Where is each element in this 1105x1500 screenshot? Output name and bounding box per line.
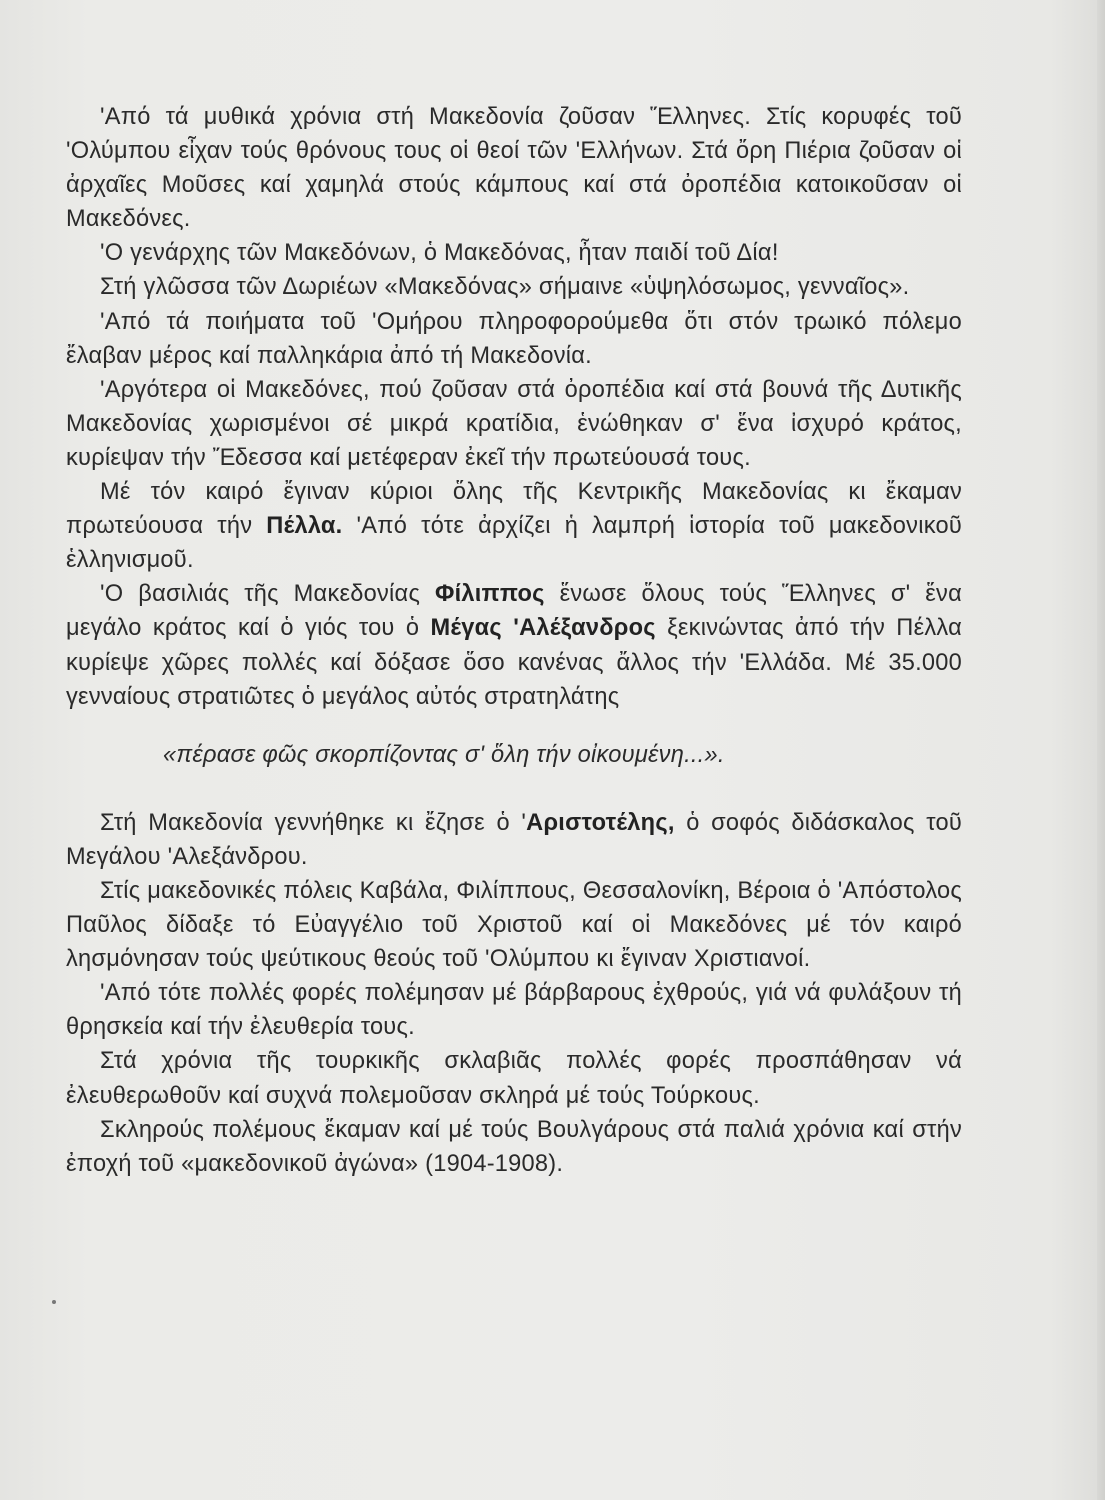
bold-term-aristotle: Αριστοτέλης, <box>526 809 675 836</box>
paragraph-text: 'Ο γενάρχης τῶν Μακεδόνων, ὁ Μακεδόνας, ἦταν παιδί τοῦ Δία! <box>100 240 779 267</box>
paragraph-text: 'Από τά μυθικά χρόνια στή Μακεδονία ζοῦσαν Ἕλληνες. Στίς κορυφές τοῦ 'Ολύμπου εἶχαν τούς θρόνους τους οἱ θεοί τῶν 'Ελλήνων. Στά ὄρη Πιέρια ζοῦσαν οἱ ἀρχαῖες Μοῦσες καί χαμηλά στούς κάμπους καί στά ὀροπέδια κατοικοῦσαν οἱ Μακεδόνες. <box>66 104 962 233</box>
body-text <box>66 100 962 1181</box>
paragraph-text: Μέ τόν καιρό ἔγιναν κύριοι ὅλης τῆς Κεντρικῆς Μακεδονίας κι ἔκαμαν πρωτεύουσα τήν <box>66 479 962 540</box>
page-edge-shadow <box>1097 0 1105 1500</box>
paragraph-text: 'Ο βασιλιάς τῆς Μακεδονίας <box>100 581 435 608</box>
paragraph-pella <box>66 475 962 577</box>
paragraph-text: 'Από τότε πολλές φορές πολέμησαν μέ βάρβαρους ἐχθρούς, γιά νά φυλάξουν τή θρησκεία καί τήν ἐλευθερία τους. <box>66 980 962 1041</box>
paragraph-genarch <box>66 236 962 270</box>
paragraph-text: ἕνωσε ὅλους τούς Ἕλληνες σ' ἕνα μεγάλο κράτος καί ὁ γιός του ὁ <box>66 581 962 642</box>
stray-dot-mark <box>52 1300 56 1304</box>
paragraph-mythical-years <box>66 100 962 236</box>
paragraph-homer <box>66 305 962 373</box>
paragraph-bulgarians <box>66 1113 962 1181</box>
bold-term-philip: Φίλιππος <box>434 581 545 608</box>
paragraph-text: Στή γλῶσσα τῶν Δωριέων «Μακεδόνας» σήμαινε «ὑψηλόσωμος, γενναῖος». <box>100 274 910 301</box>
bold-term-pella: Πέλλα. <box>266 513 343 540</box>
paragraph-dorian-language <box>66 270 962 304</box>
paragraph-turkish-rule <box>66 1044 962 1112</box>
paragraph-text: ξεκινώντας ἀπό τήν Πέλλα κυρίεψε χῶρες πολλές καί δόξασε ὅσο κανένας ἄλλος τήν 'Ελλάδα. Μέ 35.000 γενναίους στρατιῶτες ὁ μεγάλος αὐτός στρατηλάτης <box>66 615 962 710</box>
paragraph-text: ὁ σοφός διδάσκαλος τοῦ Μεγάλου 'Αλεξάνδρου. <box>66 809 962 870</box>
paragraph-edessa <box>66 373 962 475</box>
bold-term-alexander: Μέγας 'Αλέξανδρος <box>430 615 656 642</box>
paragraph-paul <box>66 874 962 976</box>
paragraph-text: Σκληρούς πολέμους ἔκαμαν καί μέ τούς Βουλγάρους στά παλιά χρόνια καί στήν ἐποχή τοῦ «μακεδονικοῦ ἀγώνα» (1904-1908). <box>66 1116 962 1177</box>
paragraph-text: 'Από τά ποιήματα τοῦ 'Ομήρου πληροφορούμεθα ὅτι στόν τρωικό πόλεμο ἔλαβαν μέρος καί παλληκάρια ἀπό τή Μακεδονία. <box>66 308 962 369</box>
paragraph-text: 'Από τότε ἀρχίζει ἡ λαμπρή ἱστορία τοῦ μακεδονικοῦ ἑλληνισμοῦ. <box>66 513 962 574</box>
paragraph-aristotle <box>66 806 962 874</box>
paragraph-text: Στά χρόνια τῆς τουρκικῆς σκλαβιᾶς πολλές φορές προσπάθησαν νά ἐλευθερωθοῦν καί συχνά πολεμοῦσαν σκληρά μέ τούς Τούρκους. <box>66 1048 962 1109</box>
paragraph-philip-alexander <box>66 577 962 713</box>
quote-line: «πέρασε φῶς σκορπίζοντας σ' ὅλη τήν οἰκουμένη...». <box>163 741 725 768</box>
paragraph-text: Στή Μακεδονία γεννήθηκε κι ἔζησε ὁ ' <box>100 809 527 836</box>
paragraph-text: 'Αργότερα οἱ Μακεδόνες, πού ζοῦσαν στά ὀροπέδια καί στά βουνά τῆς Δυτικῆς Μακεδονίας χωρισμένοι σέ μικρά κρατίδια, ἑνώθηκαν σ' ἕνα ἰσχυρό κράτος, κυρίεψαν τήν Ἔδεσσα καί μετέφεραν ἐκεῖ τήν πρωτεύουσά τους. <box>66 376 962 471</box>
paragraph-barbarians <box>66 976 962 1044</box>
paragraph-text: Στίς μακεδονικές πόλεις Καβάλα, Φιλίππους, Θεσσαλονίκη, Βέροια ὁ 'Απόστολος Παῦλος δίδαξε τό Εὐαγγέλιο τοῦ Χριστοῦ καί οἱ Μακεδόνες μέ τόν καιρό λησμόνησαν τούς ψεύτικους θεούς τοῦ 'Ολύμπου κι ἔγιναν Χριστιανοί. <box>66 877 962 973</box>
